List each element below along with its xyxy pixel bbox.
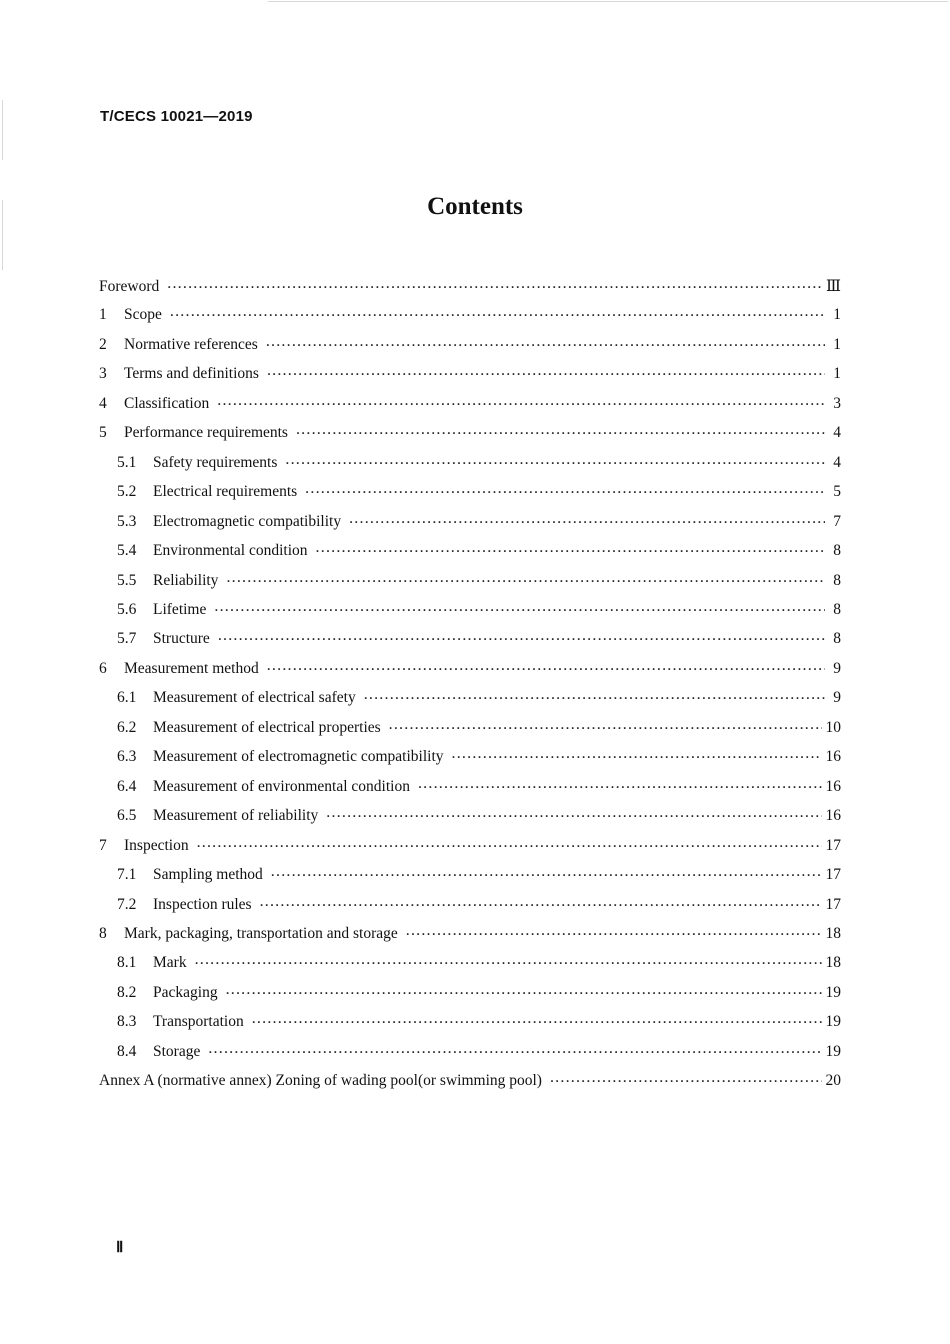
toc-entry[interactable] <box>99 748 841 777</box>
toc-entry-number: 6.1 <box>117 689 137 707</box>
toc-entry-title: Terms and definitions <box>124 365 259 383</box>
toc-entry-page: 20 <box>825 1072 841 1090</box>
toc-entry-page: 8 <box>833 600 841 618</box>
dot-leader <box>226 987 822 999</box>
toc-entry-number: 8.2 <box>117 983 137 1001</box>
toc-entry-number: 4 <box>99 394 107 412</box>
toc-entry-title: Transportation <box>153 1013 244 1031</box>
toc-entry-title: Measurement of electrical properties <box>153 718 381 736</box>
toc-entry-title: Measurement of electrical safety <box>153 689 356 707</box>
scan-edge-line <box>268 1 948 2</box>
toc-entry[interactable] <box>99 630 841 659</box>
toc-entry-page: 19 <box>825 1042 841 1060</box>
toc-entry-page: 8 <box>833 630 841 648</box>
toc-entry-number: 7.2 <box>117 895 137 913</box>
toc-entry-title: Performance requirements <box>124 424 288 442</box>
toc-entry-title: Sampling method <box>153 866 263 884</box>
toc-entry-title: Electromagnetic compatibility <box>153 512 342 530</box>
dot-leader <box>364 692 825 704</box>
toc-entry-page: 18 <box>825 924 841 942</box>
dot-leader <box>406 928 822 940</box>
toc-entry-title: Structure <box>153 630 210 648</box>
toc-entry[interactable] <box>99 513 841 542</box>
toc-entry-title: Reliability <box>153 571 219 589</box>
toc-entry-page: 19 <box>825 983 841 1001</box>
toc-entry[interactable] <box>99 365 841 394</box>
toc-entry-number: 3 <box>99 365 107 383</box>
toc-entry-number: 5.3 <box>117 512 137 530</box>
toc-entry[interactable] <box>99 395 841 424</box>
toc-entry-number: 6.3 <box>117 748 137 766</box>
toc-entry-title: Classification <box>124 394 210 412</box>
toc-entry-number: 6.5 <box>117 807 137 825</box>
dot-leader <box>218 633 825 645</box>
toc-entry-title: Electrical requirements <box>153 483 298 501</box>
dot-leader <box>267 368 825 380</box>
toc-entry-page: 19 <box>825 1013 841 1031</box>
toc-entry-page: 1 <box>833 306 841 324</box>
toc-entry-number: 5 <box>99 424 107 442</box>
toc-entry-page: 8 <box>833 542 841 560</box>
toc-entry[interactable] <box>99 336 841 365</box>
toc-entry-page: 16 <box>825 748 841 766</box>
dot-leader <box>195 957 822 969</box>
toc-entry-number: 5.4 <box>117 542 137 560</box>
dot-leader <box>349 516 825 528</box>
toc-entry[interactable] <box>99 689 841 718</box>
toc-entry[interactable] <box>99 1072 841 1101</box>
dot-leader <box>167 281 822 293</box>
dot-leader <box>197 840 822 852</box>
dot-leader <box>285 457 825 469</box>
dot-leader <box>170 309 825 321</box>
toc-entry-title: Measurement of environmental condition <box>153 777 410 795</box>
dot-leader <box>260 899 822 911</box>
toc-entry-number: 8.3 <box>117 1013 137 1031</box>
dot-leader <box>267 663 825 675</box>
toc-entry-number: 5.1 <box>117 453 137 471</box>
toc-entry-number: 6.2 <box>117 718 137 736</box>
toc-entry[interactable] <box>99 925 841 954</box>
dot-leader <box>296 427 825 439</box>
toc-entry-title: Measurement method <box>124 659 259 677</box>
dot-leader <box>305 486 825 498</box>
toc-entry-title: Mark <box>153 954 187 972</box>
toc-entry-page: Ⅲ <box>826 278 841 295</box>
toc-entry-number: 5.5 <box>117 571 137 589</box>
toc-entry-page: 10 <box>825 718 841 736</box>
toc-entry-number: 6.4 <box>117 777 137 795</box>
toc-entry-page: 9 <box>833 689 841 707</box>
toc-entry-title: Environmental condition <box>153 542 308 560</box>
toc-entry-page: 8 <box>833 571 841 589</box>
dot-leader <box>252 1016 822 1028</box>
dot-leader <box>214 604 825 616</box>
toc-entry-number: 6 <box>99 659 107 677</box>
toc-entry-number: 1 <box>99 306 107 324</box>
toc-entry-title: Scope <box>124 306 162 324</box>
dot-leader <box>550 1075 822 1087</box>
toc-entry-number: 2 <box>99 335 107 353</box>
toc-entry-page: 16 <box>825 777 841 795</box>
dot-leader <box>217 398 825 410</box>
toc-entry-number: 8.1 <box>117 954 137 972</box>
toc-entry-number: 7.1 <box>117 866 137 884</box>
toc-entry[interactable] <box>99 807 841 836</box>
toc-entry[interactable] <box>99 896 841 925</box>
toc-entry[interactable] <box>99 837 841 866</box>
dot-leader <box>418 781 822 793</box>
dot-leader <box>226 575 825 587</box>
page-number: Ⅱ <box>116 1240 124 1256</box>
toc-entry[interactable] <box>99 277 841 306</box>
toc-entry-page: 17 <box>825 866 841 884</box>
toc-entry[interactable] <box>99 660 841 689</box>
standard-code-header: T/CECS 10021—2019 <box>100 108 253 125</box>
toc-entry[interactable] <box>99 1013 841 1042</box>
toc-entry[interactable] <box>99 866 841 895</box>
toc-entry-number: 5.6 <box>117 600 137 618</box>
toc-entry[interactable] <box>99 454 841 483</box>
toc-entry-number: 7 <box>99 836 107 854</box>
toc-entry-page: 5 <box>833 483 841 501</box>
toc-entry-title: Measurement of electromagnetic compatibility <box>153 748 444 766</box>
toc-entry[interactable] <box>99 778 841 807</box>
toc-entry[interactable] <box>99 483 841 512</box>
dot-leader <box>326 810 821 822</box>
toc-entry-title: Annex A (normative annex) Zoning of wading pool(or swimming pool) <box>99 1072 542 1090</box>
toc-entry-page: 17 <box>825 895 841 913</box>
toc-entry[interactable] <box>99 542 841 571</box>
table-of-contents <box>99 277 841 1102</box>
toc-entry[interactable] <box>99 954 841 983</box>
dot-leader <box>316 545 825 557</box>
toc-entry-page: 16 <box>825 807 841 825</box>
toc-entry[interactable] <box>99 424 841 453</box>
toc-entry-page: 7 <box>833 512 841 530</box>
toc-entry-page: 18 <box>825 954 841 972</box>
toc-entry-title: Packaging <box>153 983 218 1001</box>
toc-entry-title: Measurement of reliability <box>153 807 319 825</box>
toc-entry-title: Safety requirements <box>153 453 278 471</box>
toc-entry-page: 4 <box>833 453 841 471</box>
toc-entry-title: Foreword <box>99 278 160 295</box>
toc-entry-page: 9 <box>833 659 841 677</box>
toc-entry[interactable] <box>99 719 841 748</box>
dot-leader <box>452 751 822 763</box>
dot-leader <box>389 722 822 734</box>
dot-leader <box>271 869 822 881</box>
toc-entry-number: 8 <box>99 924 107 942</box>
toc-entry-page: 4 <box>833 424 841 442</box>
toc-entry-title: Storage <box>153 1042 201 1060</box>
page-title: Contents <box>427 193 523 220</box>
toc-entry-title: Inspection <box>124 836 189 854</box>
toc-entry-page: 1 <box>833 335 841 353</box>
toc-entry-title: Mark, packaging, transportation and storage <box>124 924 398 942</box>
toc-entry[interactable] <box>99 306 841 335</box>
dot-leader <box>266 339 825 351</box>
toc-entry-title: Lifetime <box>153 600 207 618</box>
dot-leader <box>208 1046 821 1058</box>
toc-entry[interactable] <box>99 984 841 1013</box>
toc-entry[interactable] <box>99 1043 841 1072</box>
scan-edge-line <box>2 100 3 160</box>
toc-entry-page: 3 <box>833 394 841 412</box>
toc-entry-title: Normative references <box>124 335 258 353</box>
toc-entry-page: 17 <box>825 836 841 854</box>
toc-entry-page: 1 <box>833 365 841 383</box>
toc-entry-title: Inspection rules <box>153 895 252 913</box>
toc-entry[interactable] <box>99 572 841 601</box>
toc-entry[interactable] <box>99 601 841 630</box>
toc-entry-number: 5.7 <box>117 630 137 648</box>
toc-entry-number: 5.2 <box>117 483 137 501</box>
toc-entry-number: 8.4 <box>117 1042 137 1060</box>
